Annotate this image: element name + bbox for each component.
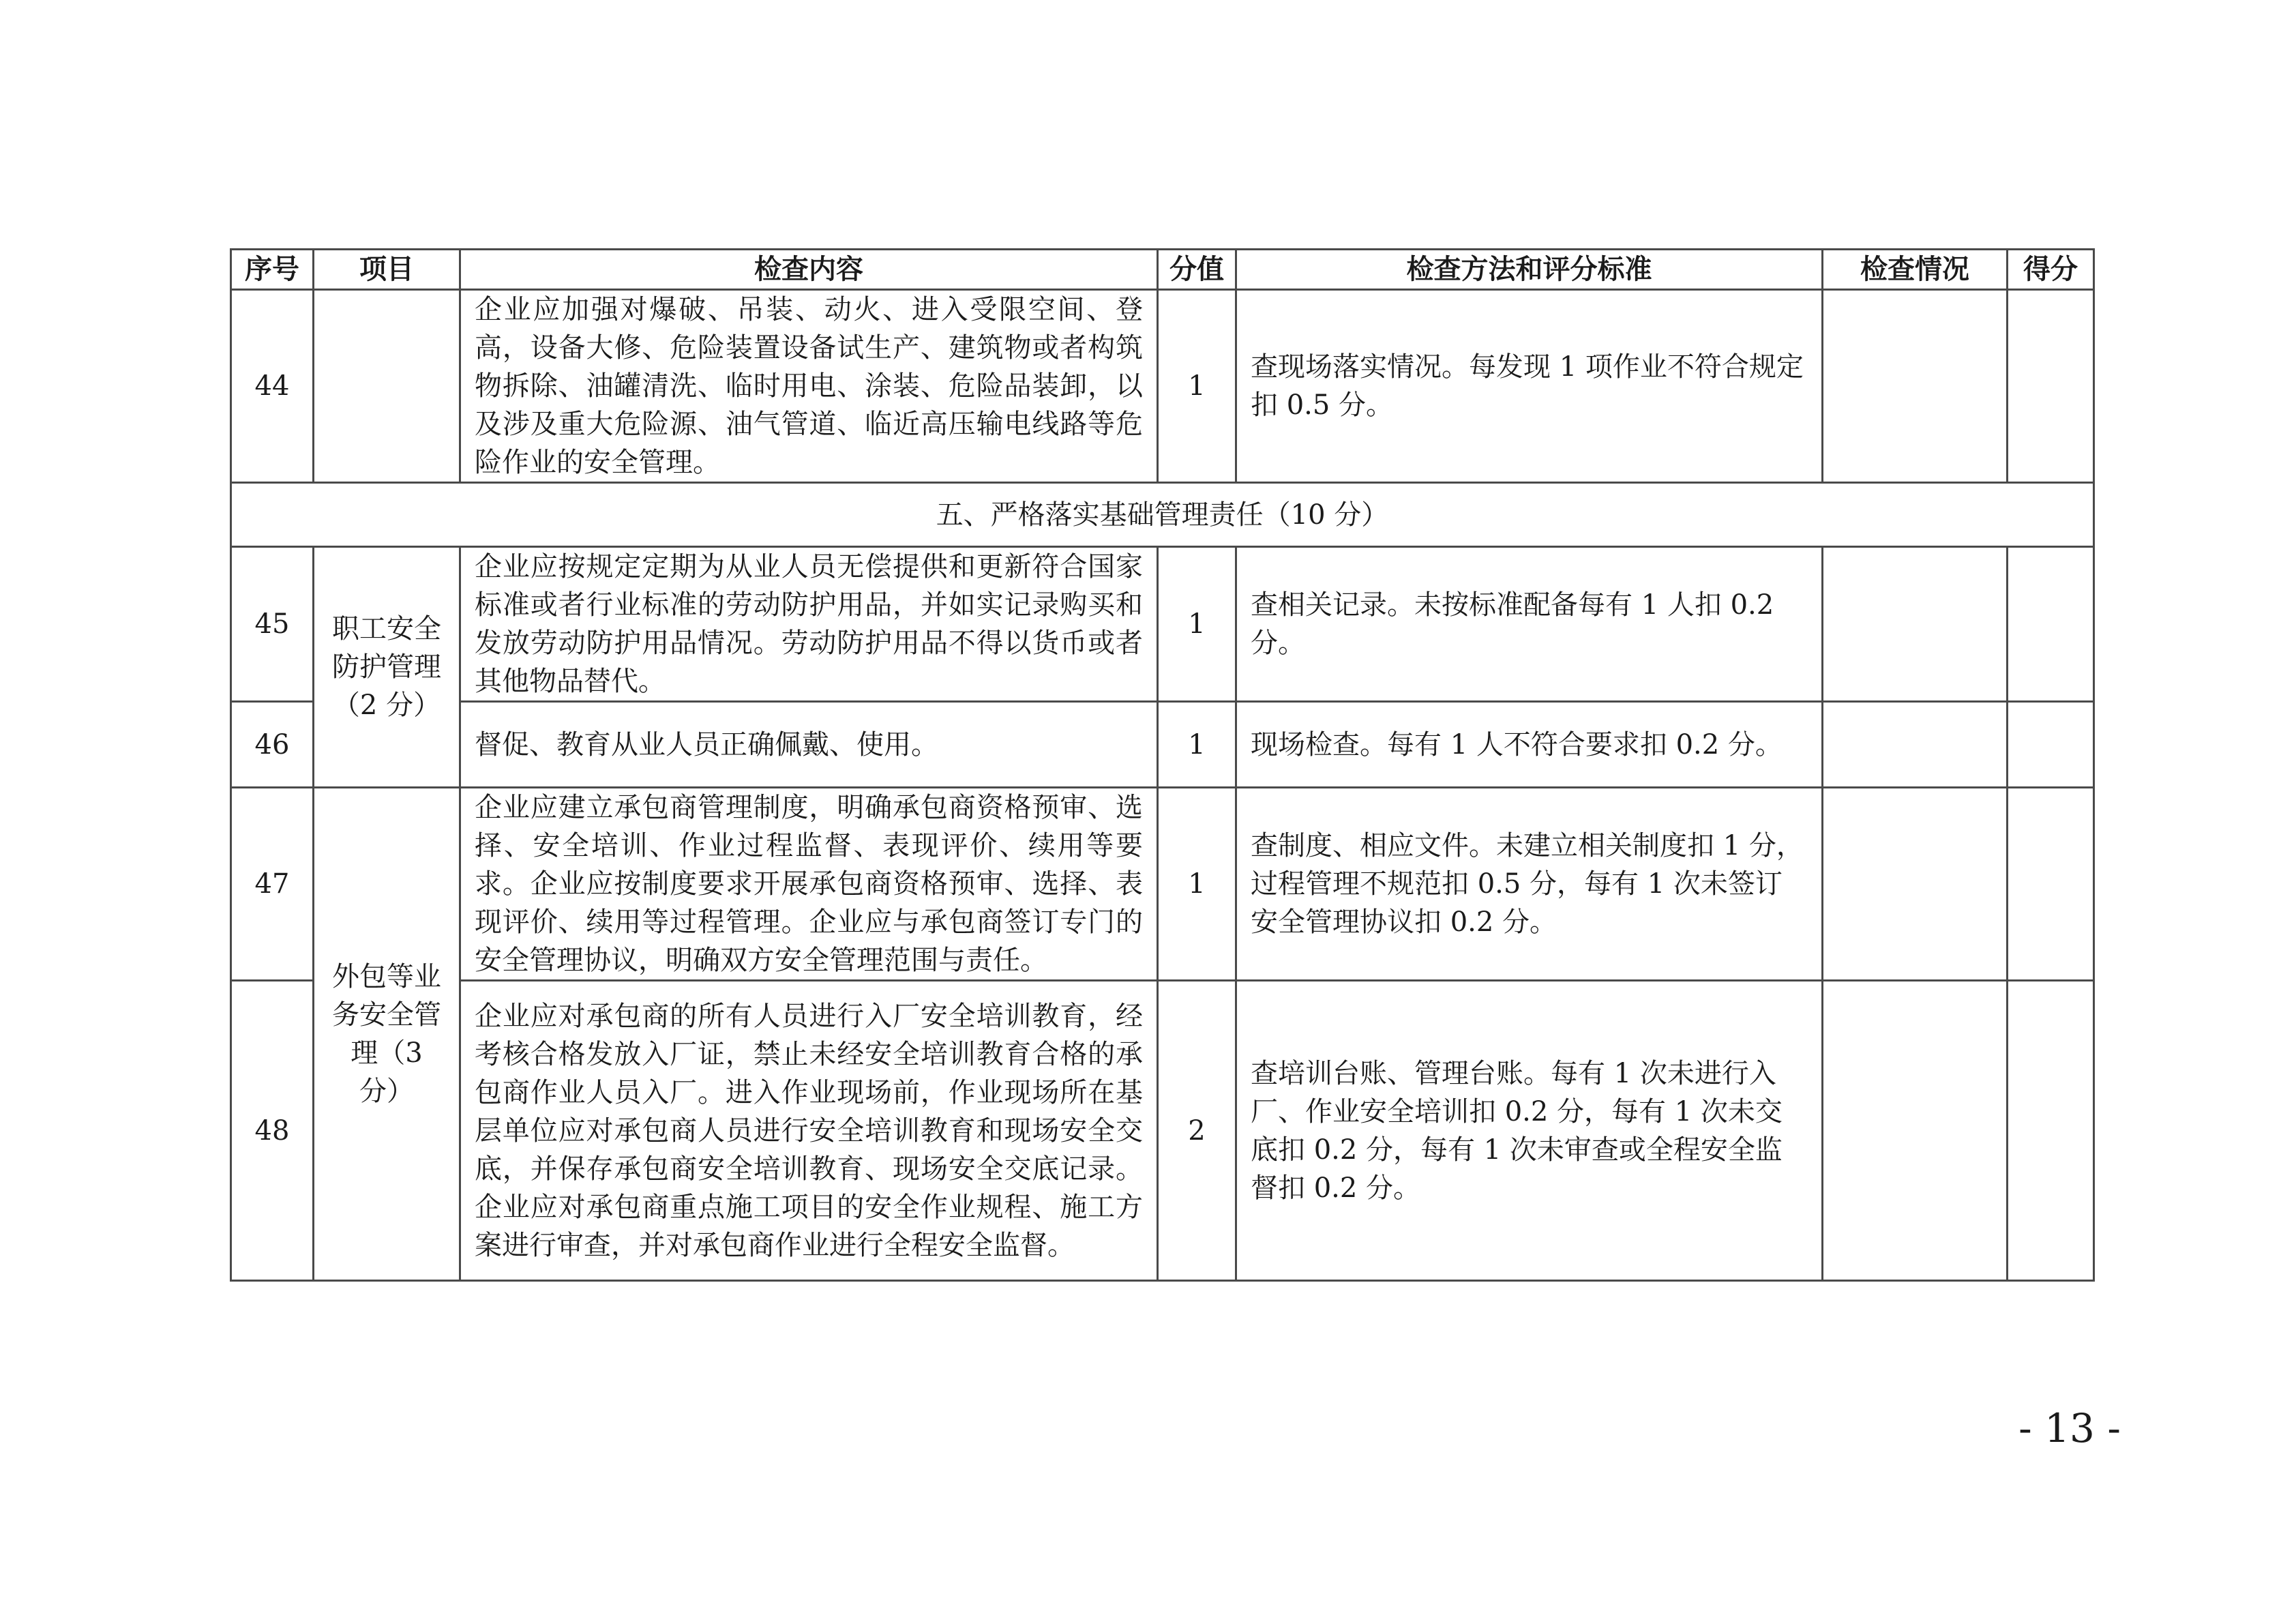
row-status: [1823, 702, 2008, 788]
row-no: 46: [231, 702, 314, 788]
row-method: 查培训台账、管理台账。每有 1 次未进行入厂、作业安全培训扣 0.2 分，每有 1 次未交底扣 0.2 分，每有 1 次未审查或全程安全监督扣 0.2 分。: [1236, 981, 1823, 1281]
row-item: [314, 290, 460, 483]
page-number: - 13 -: [2018, 1405, 2121, 1451]
row-score: 1: [1158, 788, 1236, 981]
section-title: 五、严格落实基础管理责任（10 分）: [231, 483, 2094, 547]
row-content: 企业应建立承包商管理制度，明确承包商资格预审、选择、安全培训、作业过程监督、表现评价、续用等要求。企业应按制度要求开展承包商资格预审、选择、表现评价、续用等过程管理。企业应与承包商签订专门的安全管理协议，明确双方安全管理范围与责任。: [460, 788, 1158, 981]
header-row: [231, 250, 2094, 290]
row-method: 查制度、相应文件。未建立相关制度扣 1 分，过程管理不规范扣 0.5 分，每有 1 次未签订安全管理协议扣 0.2 分。: [1236, 788, 1823, 981]
item-group-protection: 职工安全防护管理（2 分）: [314, 547, 460, 788]
header-status: 检查情况: [1823, 250, 2008, 290]
header-score: 分值: [1158, 250, 1236, 290]
row-got: [2008, 788, 2094, 981]
row-status: [1823, 981, 2008, 1281]
row-score: 2: [1158, 981, 1236, 1281]
row-got: [2008, 547, 2094, 702]
header-item: 项目: [314, 250, 460, 290]
inspection-table: [230, 248, 2095, 1282]
row-status: [1823, 547, 2008, 702]
row-no: 45: [231, 547, 314, 702]
row-content: 督促、教育从业人员正确佩戴、使用。: [460, 702, 1158, 788]
table-row: [231, 290, 2094, 483]
header-got: 得分: [2008, 250, 2094, 290]
row-content: 企业应按规定定期为从业人员无偿提供和更新符合国家标准或者行业标准的劳动防护用品，并如实记录购买和发放劳动防护用品情况。劳动防护用品不得以货币或者其他物品替代。: [460, 547, 1158, 702]
row-score: 1: [1158, 702, 1236, 788]
row-method: 现场检查。每有 1 人不符合要求扣 0.2 分。: [1236, 702, 1823, 788]
row-content: 企业应加强对爆破、吊装、动火、进入受限空间、登高，设备大修、危险装置设备试生产、建筑物或者构筑物拆除、油罐清洗、临时用电、涂装、危险品装卸，以及涉及重大危险源、油气管道、临近高压输电线路等危险作业的安全管理。: [460, 290, 1158, 483]
section-row: [231, 483, 2094, 547]
row-content: 企业应对承包商的所有人员进行入厂安全培训教育，经考核合格发放入厂证，禁止未经安全培训教育合格的承包商作业人员入厂。进入作业现场前，作业现场所在基层单位应对承包商人员进行安全培训教育和现场安全交底，并保存承包商安全培训教育、现场安全交底记录。企业应对承包商重点施工项目的安全作业规程、施工方案进行审查，并对承包商作业进行全程安全监督。: [460, 981, 1158, 1281]
header-method: 检查方法和评分标准: [1236, 250, 1823, 290]
row-method: 查现场落实情况。每发现 1 项作业不符合规定扣 0.5 分。: [1236, 290, 1823, 483]
header-content: 检查内容: [460, 250, 1158, 290]
table-row: [231, 981, 2094, 1281]
item-group-outsourcing: 外包等业务安全管理（3 分）: [314, 788, 460, 1281]
row-score: 1: [1158, 547, 1236, 702]
row-status: [1823, 788, 2008, 981]
row-score: 1: [1158, 290, 1236, 483]
row-no: 48: [231, 981, 314, 1281]
row-method: 查相关记录。未按标准配备每有 1 人扣 0.2 分。: [1236, 547, 1823, 702]
table-row: [231, 788, 2094, 981]
row-status: [1823, 290, 2008, 483]
row-got: [2008, 702, 2094, 788]
row-no: 44: [231, 290, 314, 483]
row-got: [2008, 981, 2094, 1281]
row-got: [2008, 290, 2094, 483]
header-no: 序号: [231, 250, 314, 290]
table-row: [231, 547, 2094, 702]
row-no: 47: [231, 788, 314, 981]
table-row: [231, 702, 2094, 788]
